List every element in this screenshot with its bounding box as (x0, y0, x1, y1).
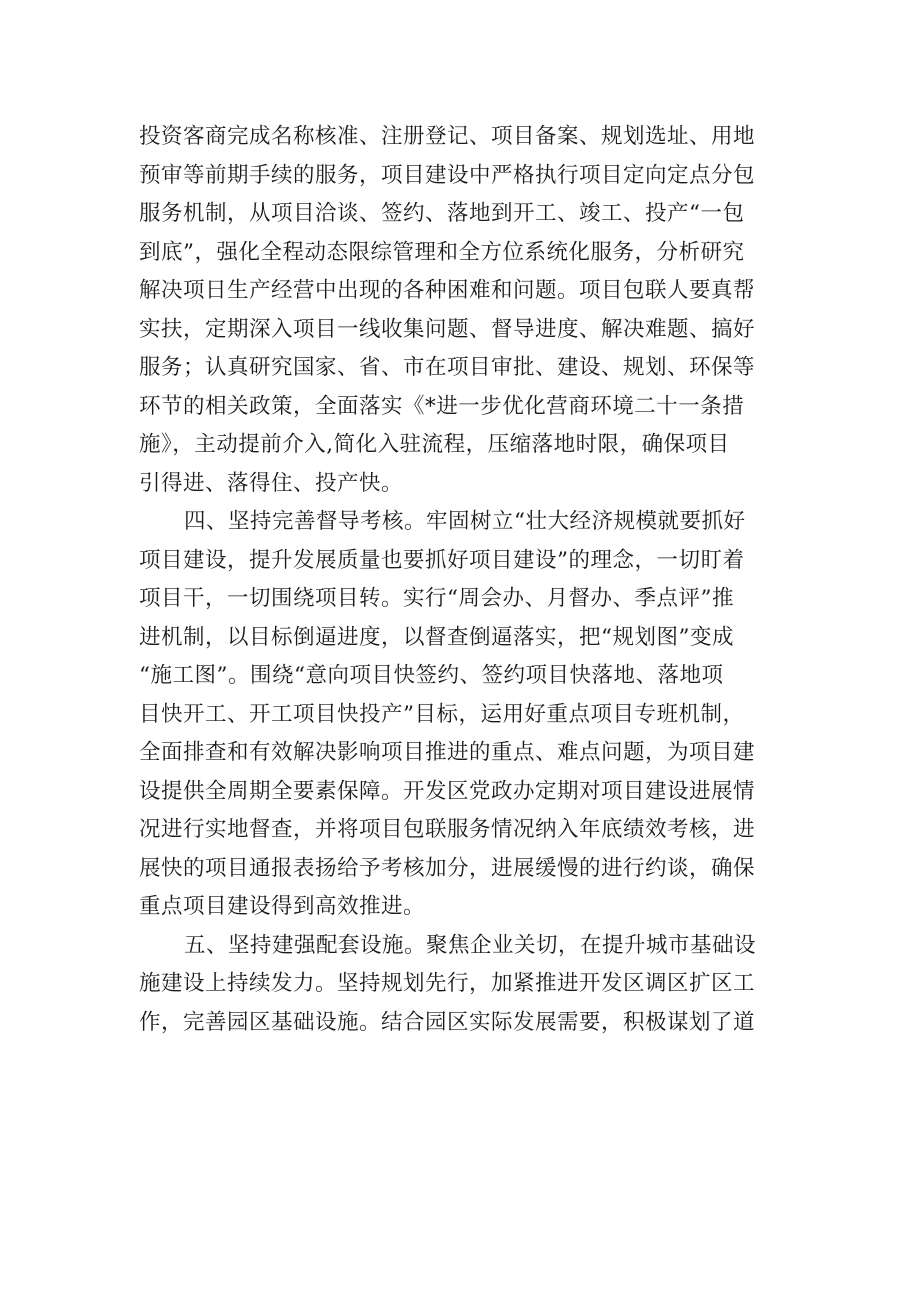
text-line: 解决项日生产经营中出现的各种困难和问题。项目包联人要真帮 (139, 278, 756, 303)
text-line: 施》，主动提前介入,简化入驻流程，压缩落地时限，确保项目 (139, 432, 730, 457)
text-line: 展快的项目通报表扬给予考核加分，进展缓慢的进行约谈，确保 (139, 855, 756, 881)
text-line: 全面排查和有效解决影响项目推进的重点、难点问题，为项目建 (139, 740, 756, 765)
text-line: 设提供全周期全要素保障。开发区党政办定期对项目建设进展情 (139, 778, 756, 804)
text-line: 目快开工、开工项目快投产”目标，运用好重点项目专班机制， (139, 701, 745, 727)
text-line: 作，完善园区基础设施。结合园区实际发展需要，积极谋划了道 (139, 1009, 756, 1035)
text-line: 投资客商完成名称核准、注册登记、项目备案、规划选址、用地 (139, 124, 756, 149)
text-line: 项目建设，提升发展质量也要抓好项目建设”的理念，一切盯着 (139, 547, 745, 573)
text-line: 重点项目建设得到高效推进。 (139, 894, 426, 919)
text-line: 服务；认真研究国家、省、市在项目审批、建设、规划、环保等 (139, 355, 756, 380)
text-line: “施工图”。围绕“意向项目快签约、签约项目快落地、落地项 (139, 663, 724, 688)
text-line: 到底”，强化全程动态限综管理和全方位系统化服务，分析研究 (139, 239, 745, 265)
paragraph-first-line: 五、坚持建强配套设施。聚焦企业关切，在提升城市基础设 (184, 932, 757, 958)
text-line: 施建设上持续发力。坚持规划先行，加紧推进开发区调区扩区工 (139, 971, 756, 996)
document-body (139, 118, 784, 1042)
text-line: 环节的相关政策，全面落实《*进一步优化营商环境二十一条措 (139, 393, 745, 419)
text-line: 进机制，以目标倒逼进度，以督查倒逼落实，把“规划图”变成 (139, 624, 734, 650)
text-line: 引得进、落得住、投产快。 (139, 470, 404, 496)
text-line: 实扶，定期深入项目一线收集问题、督导进度、解决难题、搞好 (139, 316, 756, 342)
paragraph-first-line: 四、坚持完善督导考核。牢固树立“壮大经济规模就要抓好 (184, 509, 746, 534)
text-line: 项目干，一切围绕项目转。实行“周会办、月督办、季点评”推 (139, 586, 734, 611)
text-line: 况进行实地督查，并将项目包联服务情况纳入年底绩效考核，进 (139, 817, 756, 842)
text-line: 预审等前期手续的服务，项目建设中严格执行项目定向定点分包 (139, 162, 756, 188)
text-line: 服务机制，从项目洽谈、签约、落地到开工、竣工、投产“一包 (139, 201, 745, 226)
